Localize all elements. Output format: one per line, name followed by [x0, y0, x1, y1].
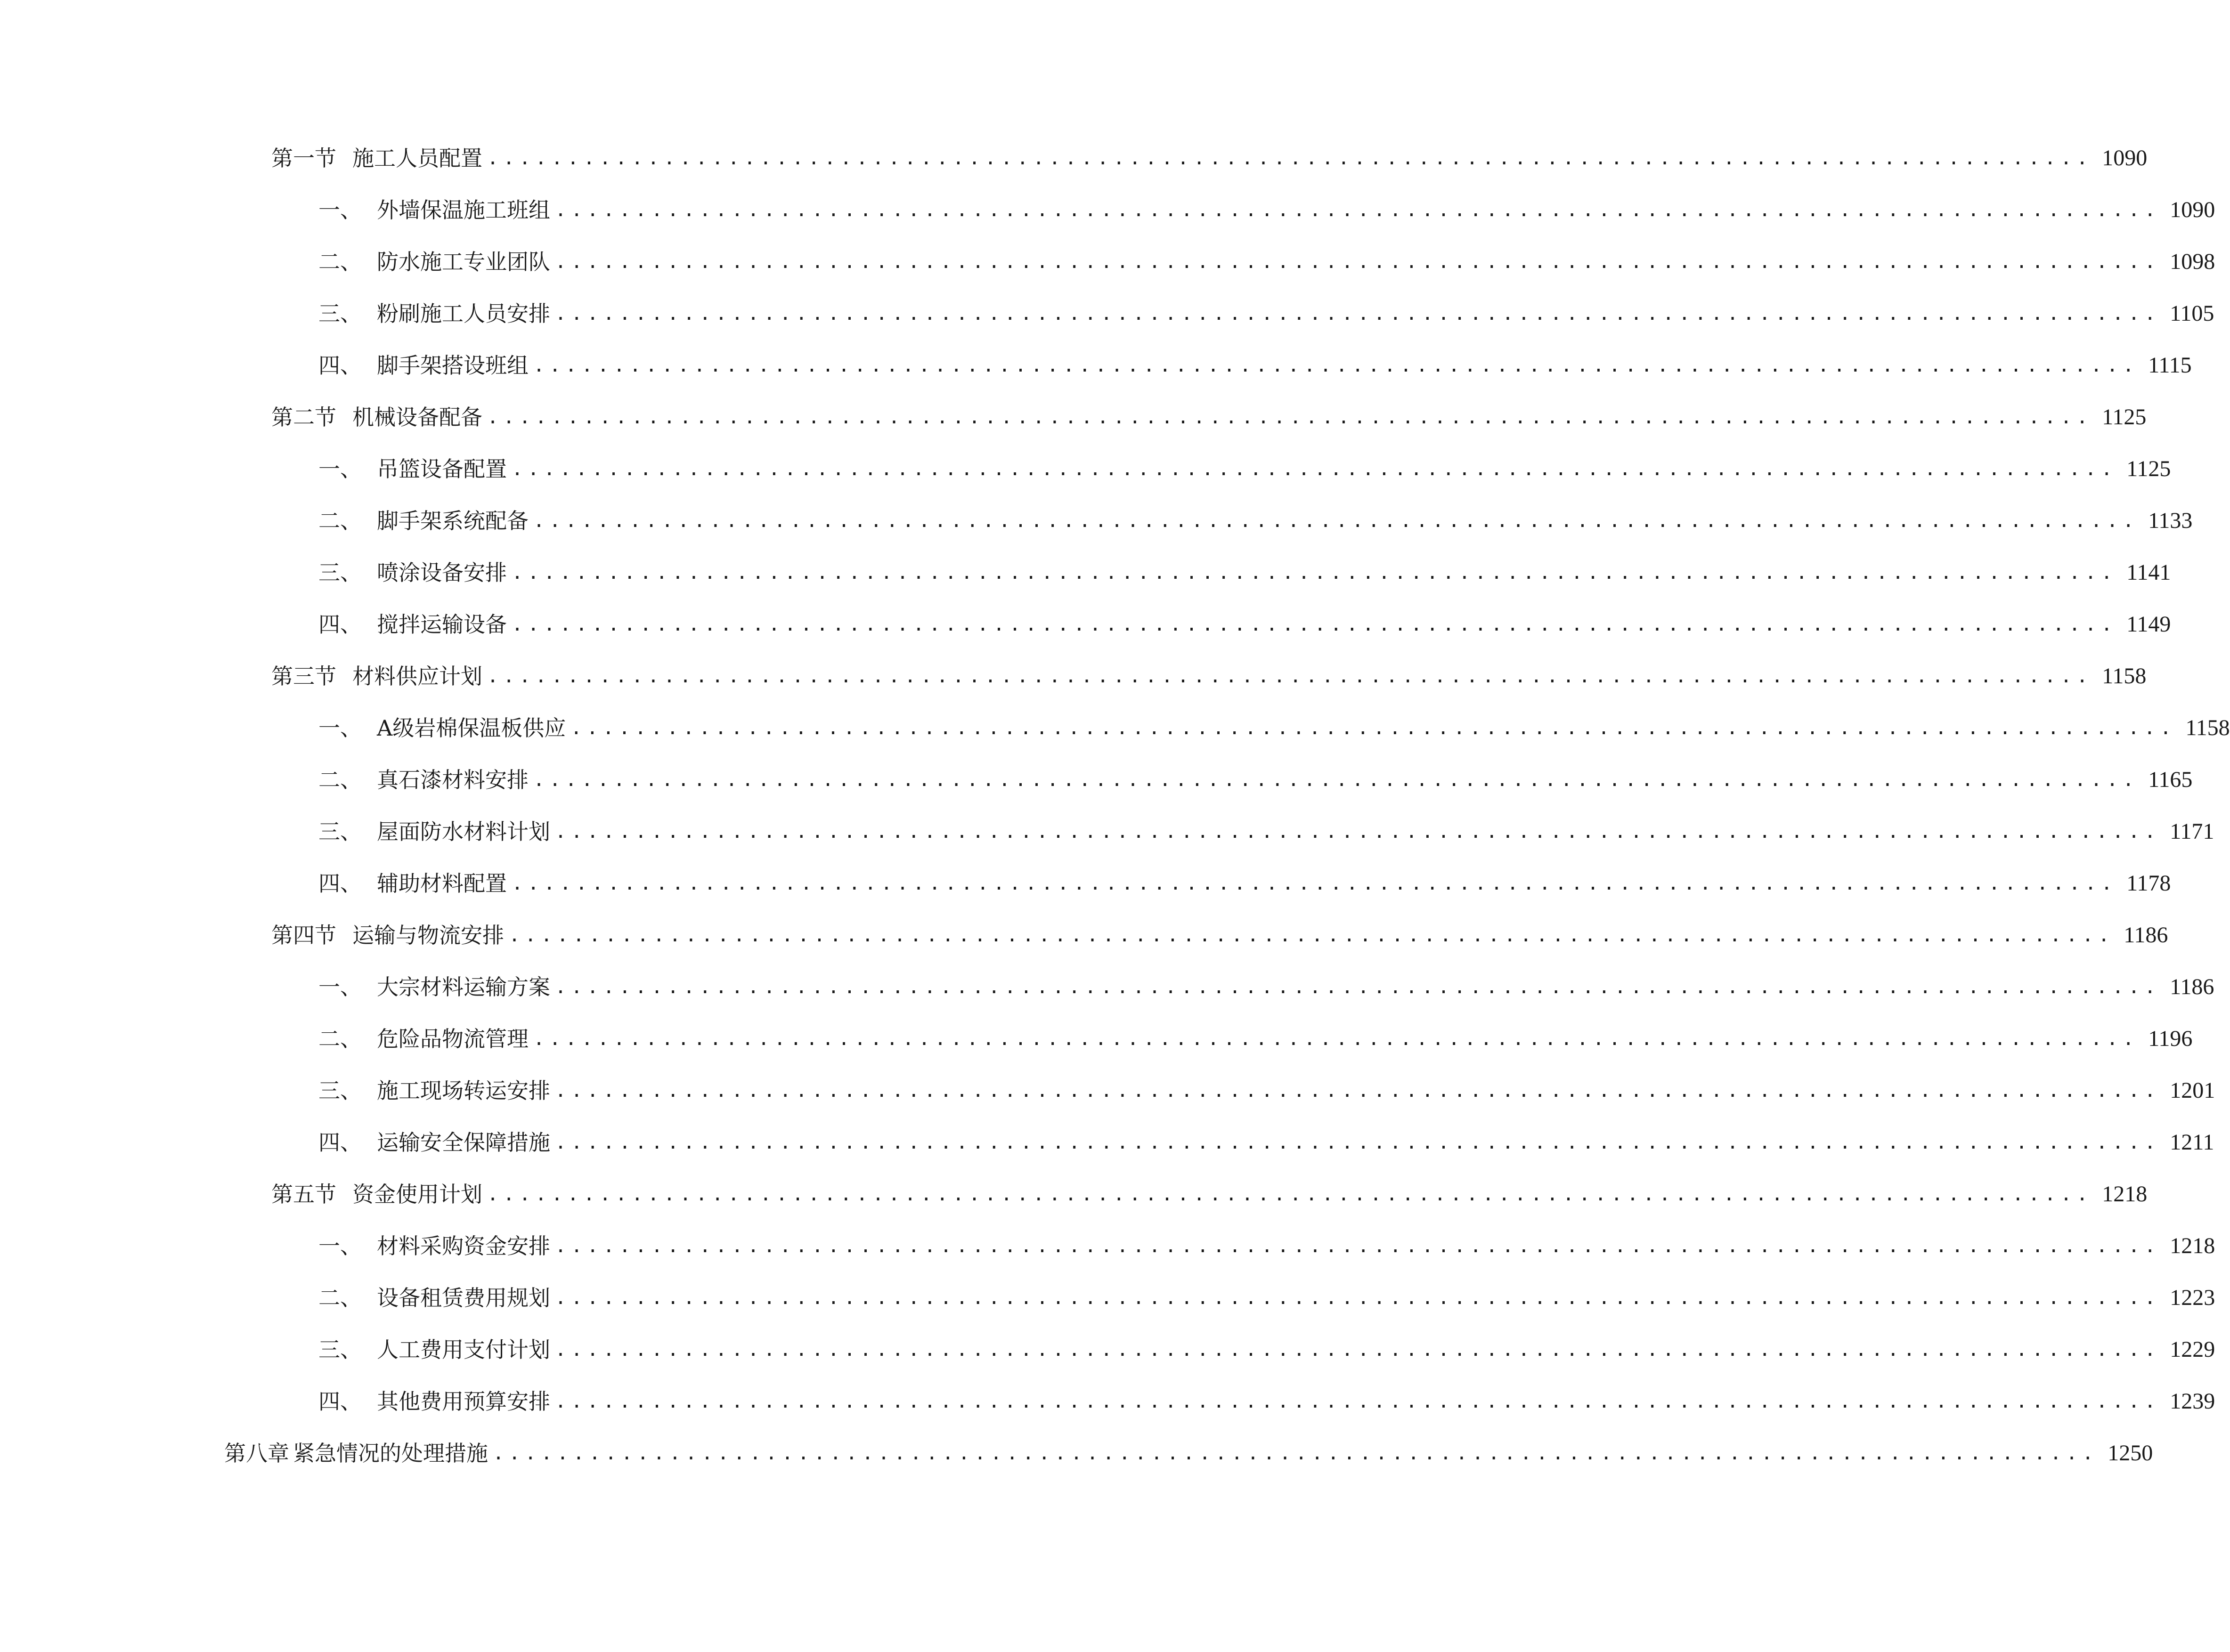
toc-entry-page: 1133: [2148, 508, 2193, 533]
toc-entry-title: 脚手架系统配备: [377, 508, 529, 534]
toc-entry-title: 施工人员配置: [352, 146, 482, 171]
toc-entry-title: 吊篮设备配置: [377, 456, 507, 482]
dot-leader: ....................................................................................................: [533, 1028, 2139, 1050]
dot-leader: ....................................................................................................: [555, 976, 2161, 998]
dot-leader: ....................................................................................................: [512, 614, 2117, 635]
toc-entry-title: 大宗材料运输方案: [377, 974, 550, 1000]
dot-leader: ....................................................................................................: [487, 406, 2093, 428]
dot-leader: ....................................................................................................: [555, 1132, 2161, 1153]
dot-leader: ....................................................................................................: [555, 1287, 2161, 1309]
dot-leader: ....................................................................................................: [533, 510, 2139, 532]
toc-entry-page: 1186: [2124, 923, 2168, 947]
toc-entry-item[interactable]: [0, 866, 2171, 900]
dot-leader: ....................................................................................................: [555, 199, 2161, 221]
toc-entry-number: 第五节: [271, 1182, 336, 1207]
toc-entry-item[interactable]: [0, 1229, 2215, 1263]
toc-entry-number: 三、: [318, 301, 362, 326]
toc-entry-item[interactable]: [0, 607, 2171, 641]
toc-entry-number: 三、: [318, 1078, 362, 1103]
toc-entry-number: 一、: [318, 715, 362, 741]
toc-entry-item[interactable]: [0, 452, 2171, 486]
toc-entry-page: 1098: [2170, 249, 2215, 274]
toc-entry-item[interactable]: [0, 348, 2192, 382]
dot-leader: ....................................................................................................: [512, 562, 2117, 583]
dot-leader: ....................................................................................................: [487, 1183, 2093, 1205]
toc-entry-page: 1171: [2170, 819, 2214, 844]
toc-entry-section[interactable]: [0, 400, 2147, 434]
toc-entry-page: 1158: [2185, 715, 2230, 740]
toc-entry-page: 1218: [2170, 1233, 2215, 1258]
toc-entry-page: 1115: [2148, 353, 2192, 378]
toc-entry-page: 1218: [2102, 1182, 2148, 1207]
toc-entry-number: 第八章: [224, 1441, 289, 1466]
toc-entry-item[interactable]: [0, 815, 2214, 849]
toc-entry-page: 1090: [2102, 146, 2148, 170]
toc-entry-title: 防水施工专业团队: [377, 249, 550, 275]
toc-entry-title: 粉刷施工人员安排: [377, 301, 550, 326]
toc-entry-title: 机械设备配备: [352, 405, 482, 430]
toc-entry-item[interactable]: [0, 1333, 2215, 1367]
toc-entry-page: 1178: [2126, 871, 2171, 896]
toc-entry-title: A级岩棉保温板供应: [377, 715, 566, 741]
toc-entry-number: 二、: [318, 767, 362, 793]
toc-entry-number: 第一节: [271, 146, 336, 171]
toc-entry-item[interactable]: [0, 1385, 2215, 1418]
toc-entry-number: 二、: [318, 1285, 362, 1311]
toc-entry-item[interactable]: [0, 1126, 2214, 1159]
dot-leader: ....................................................................................................: [555, 1391, 2161, 1412]
toc-entry-title: 资金使用计划: [352, 1182, 482, 1207]
toc-entry-number: 一、: [318, 974, 362, 1000]
dot-leader: ....................................................................................................: [487, 147, 2093, 169]
toc-entry-page: 1196: [2148, 1026, 2193, 1051]
toc-entry-title: 人工费用支付计划: [377, 1337, 550, 1362]
toc-entry-page: 1125: [2126, 456, 2171, 481]
dot-leader: ....................................................................................................: [555, 303, 2161, 324]
toc-entry-number: 四、: [318, 1130, 362, 1155]
toc-entry-item[interactable]: [0, 504, 2193, 538]
toc-entry-title: 运输与物流安排: [352, 923, 504, 948]
toc-entry-page: 1158: [2102, 664, 2147, 688]
toc-entry-number: 四、: [318, 612, 362, 637]
toc-entry-number: 第二节: [271, 405, 336, 430]
toc-entry-number: 三、: [318, 819, 362, 844]
toc-entry-title: 搅拌运输设备: [377, 612, 507, 637]
toc-entry-number: 第四节: [271, 923, 336, 948]
toc-entry-item[interactable]: [0, 1074, 2215, 1108]
toc-entry-item[interactable]: [0, 193, 2215, 227]
toc-entry-item[interactable]: [0, 1281, 2215, 1315]
dot-leader: ....................................................................................................: [509, 924, 2115, 946]
toc-entry-title: 喷涂设备安排: [377, 560, 507, 585]
toc-entry-number: 四、: [318, 353, 362, 378]
toc-entry-title: 材料采购资金安排: [377, 1233, 550, 1259]
toc-entry-item[interactable]: [0, 297, 2214, 331]
toc-entry-page: 1223: [2170, 1285, 2215, 1310]
toc-entry-section[interactable]: [0, 141, 2148, 175]
toc-entry-title: 其他费用预算安排: [377, 1389, 550, 1414]
toc-entry-title: 设备租赁费用规划: [377, 1285, 550, 1311]
toc-entry-number: 第三节: [271, 664, 336, 689]
toc-entry-title: 辅助材料配置: [377, 871, 507, 896]
toc-entry-number: 二、: [318, 508, 362, 534]
toc-entry-title: 施工现场转运安排: [377, 1078, 550, 1103]
toc-entry-title: 真石漆材料安排: [377, 767, 529, 793]
toc-entry-title: 外墙保温施工班组: [377, 197, 550, 223]
toc-entry-title: 运输安全保障措施: [377, 1130, 550, 1155]
toc-entry-title: 材料供应计划: [352, 664, 482, 689]
toc-entry-number: 二、: [318, 249, 362, 275]
toc-entry-item[interactable]: [0, 1022, 2193, 1056]
toc-entry-title: 屋面防水材料计划: [377, 819, 550, 844]
dot-leader: ....................................................................................................: [512, 873, 2117, 894]
toc-entry-page: 1201: [2170, 1078, 2215, 1103]
toc-entry-title: 紧急情况的处理措施: [293, 1441, 488, 1466]
toc-entry-number: 三、: [318, 1337, 362, 1362]
dot-leader: ....................................................................................................: [512, 458, 2117, 480]
toc-entry-item[interactable]: [0, 711, 2230, 745]
toc-entry-number: 四、: [318, 1389, 362, 1414]
toc-entry-number: 三、: [318, 560, 362, 585]
toc-entry-page: 1239: [2170, 1389, 2215, 1414]
dot-leader: ....................................................................................................: [533, 769, 2139, 791]
dot-leader: ....................................................................................................: [555, 1235, 2161, 1257]
dot-leader: ....................................................................................................: [493, 1442, 2099, 1464]
toc-entry-chapter[interactable]: [0, 1436, 2153, 1470]
toc-entry-page: 1229: [2170, 1337, 2215, 1362]
toc-entry-item[interactable]: [0, 970, 2214, 1004]
toc-entry-title: 脚手架搭设班组: [377, 353, 529, 378]
dot-leader: ....................................................................................................: [487, 665, 2093, 687]
toc-entry-section[interactable]: [0, 918, 2168, 952]
toc-entry-number: 一、: [318, 456, 362, 482]
toc-entry-item[interactable]: [0, 763, 2193, 797]
toc-entry-title: 危险品物流管理: [377, 1026, 529, 1052]
toc-entry-number: 一、: [318, 1233, 362, 1259]
toc-entry-page: 1211: [2170, 1130, 2214, 1155]
toc-entry-section[interactable]: [0, 659, 2147, 693]
toc-entry-page: 1105: [2170, 301, 2214, 326]
toc-entry-page: 1141: [2126, 560, 2171, 585]
toc-entry-number: 一、: [318, 197, 362, 223]
toc-entry-page: 1125: [2102, 405, 2147, 429]
toc-entry-section[interactable]: [0, 1177, 2148, 1211]
dot-leader: ....................................................................................................: [555, 251, 2161, 273]
toc-entry-number: 四、: [318, 871, 362, 896]
toc-entry-page: 1165: [2148, 767, 2193, 792]
toc-entry-item[interactable]: [0, 556, 2171, 590]
toc-entry-number: 二、: [318, 1026, 362, 1052]
dot-leader: ....................................................................................................: [555, 1339, 2161, 1360]
toc-entry-page: 1186: [2170, 974, 2214, 999]
toc-entry-page: 1250: [2108, 1441, 2153, 1466]
toc-entry-page: 1149: [2126, 612, 2171, 637]
dot-leader: ....................................................................................................: [570, 717, 2176, 739]
dot-leader: ....................................................................................................: [555, 821, 2161, 842]
dot-leader: ....................................................................................................: [533, 355, 2139, 376]
dot-leader: ....................................................................................................: [555, 1080, 2161, 1101]
toc-entry-page: 1090: [2170, 197, 2215, 222]
toc-entry-item[interactable]: [0, 245, 2215, 279]
